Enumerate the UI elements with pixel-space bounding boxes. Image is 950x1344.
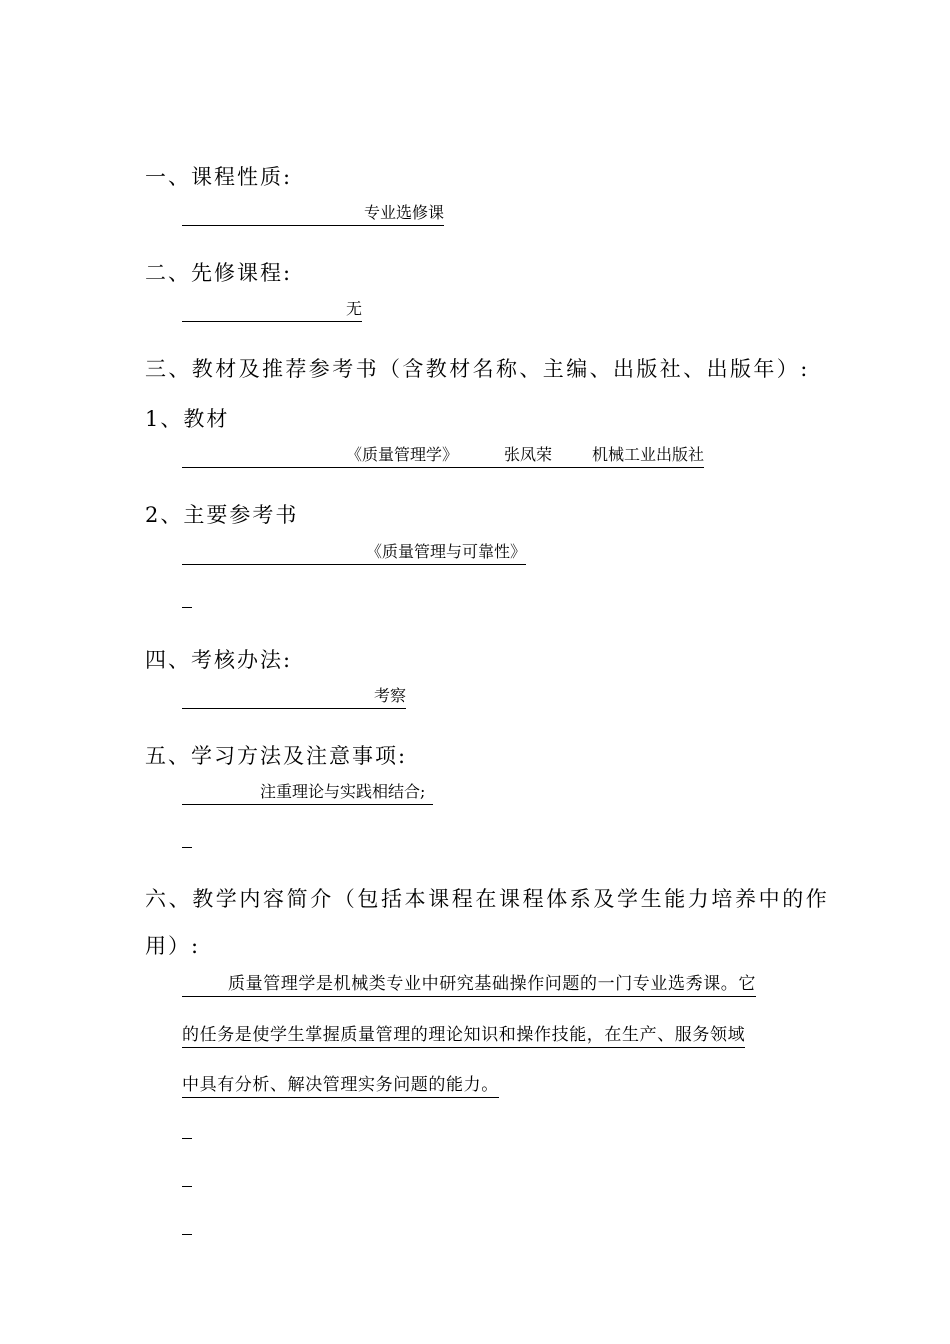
textbook-editor: 张凤荣	[504, 445, 553, 464]
study-method-field	[182, 781, 433, 805]
blank-line-stub	[182, 847, 192, 848]
prerequisite-value: 无	[346, 299, 363, 318]
blank-line-stub	[182, 1186, 192, 1187]
section-6-heading-line-2: 用）:	[145, 934, 201, 958]
prerequisite-field	[182, 298, 362, 322]
textbook-publisher: 机械工业出版社	[592, 445, 705, 464]
content-intro-line-2: 的任务是使学生掌握质量管理的理论知识和操作技能，在生产、服务领域	[182, 1023, 745, 1048]
course-nature-field	[182, 202, 444, 226]
textbook-heading: 1、教材	[145, 407, 230, 431]
assessment-value: 考察	[374, 686, 407, 705]
blank-line-stub	[182, 1234, 192, 1235]
section-6-heading-line-1: 六、教学内容简介（包括本课程在课程体系及学生能力培养中的作	[145, 887, 830, 911]
blank-line-stub	[182, 607, 192, 608]
section-5-heading: 五、学习方法及注意事项:	[145, 744, 408, 768]
reference-heading: 2、主要参考书	[145, 503, 299, 527]
section-3-heading: 三、教材及推荐参考书（含教材名称、主编、出版社、出版年）:	[145, 357, 810, 381]
section-4-heading: 四、考核办法:	[145, 648, 293, 672]
content-intro-line-3: 中具有分析、解决管理实务问题的能力。	[182, 1073, 499, 1098]
blank-line-stub	[182, 1138, 192, 1139]
reference-field	[182, 541, 526, 565]
course-nature-value: 专业选修课	[364, 203, 445, 222]
textbook-field	[182, 444, 704, 468]
section-1-heading: 一、课程性质:	[145, 165, 293, 189]
content-intro-line-1: 质量管理学是机械类专业中研究基础操作问题的一门专业选秀课。它	[182, 972, 756, 997]
reference-title: 《质量管理与可靠性》	[366, 542, 527, 561]
study-method-value: 注重理论与实践相结合;	[260, 782, 426, 801]
section-2-heading: 二、先修课程:	[145, 261, 293, 285]
textbook-title: 《质量管理学》	[346, 445, 459, 464]
assessment-field	[182, 685, 406, 709]
